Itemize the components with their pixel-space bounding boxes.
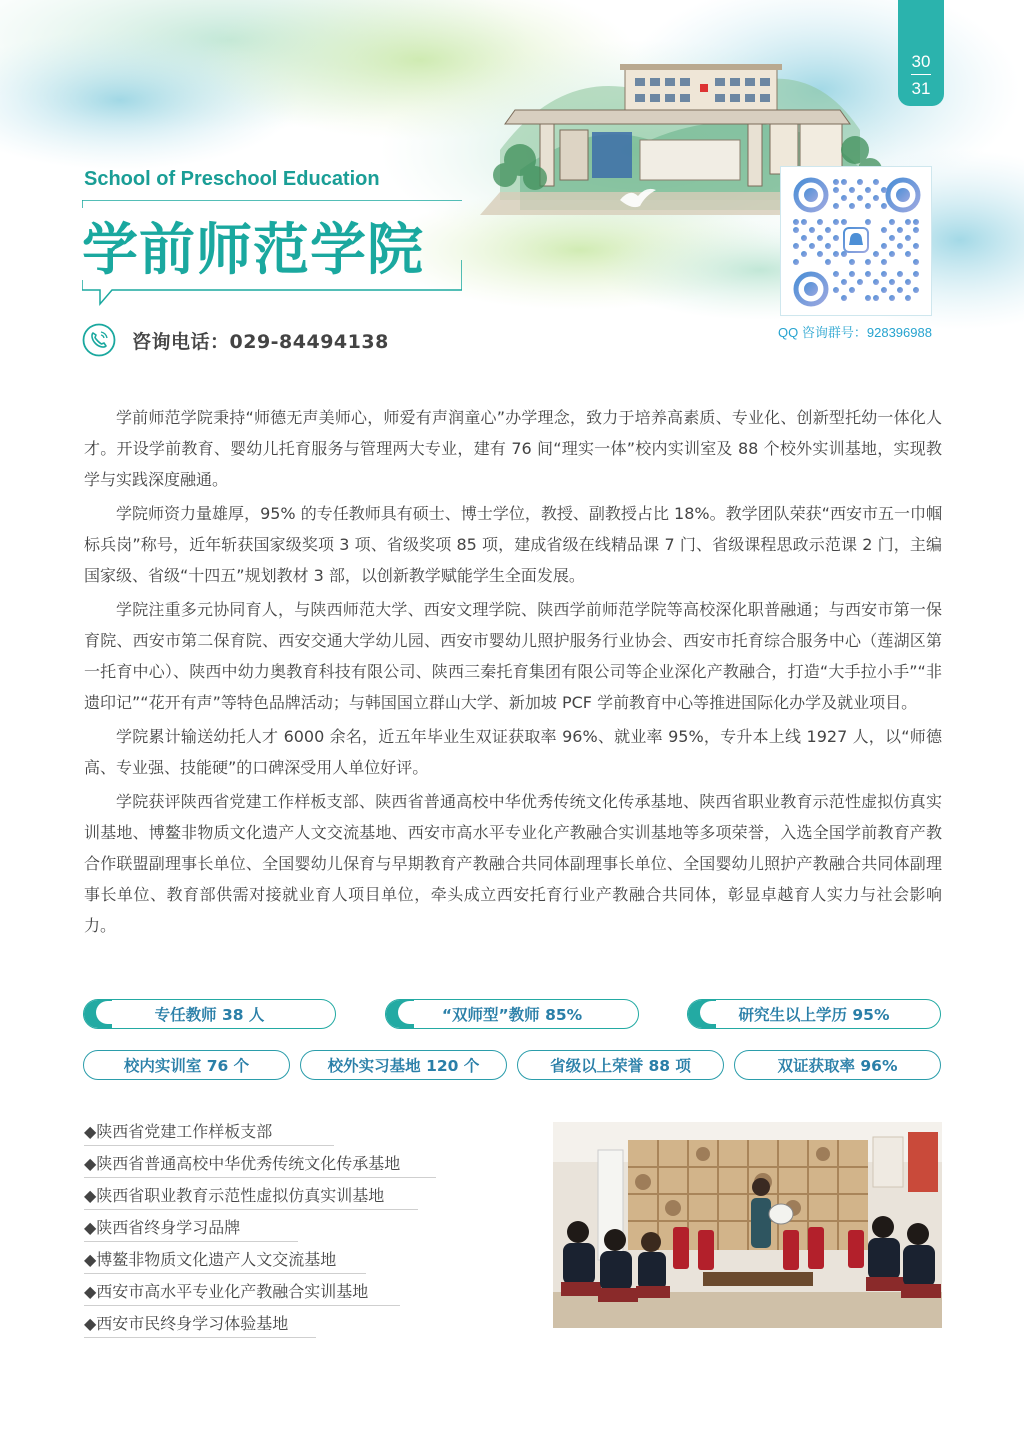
page-number-right: 31 <box>911 79 931 98</box>
stat-label: 校内实训室 76 个 <box>123 1057 250 1075</box>
qq-group-qr-code[interactable] <box>780 166 932 316</box>
stat-badge <box>300 1050 507 1080</box>
stat-label: 专任教师 38 人 <box>154 1006 265 1024</box>
consult-phone <box>82 322 389 358</box>
paragraph: 学院获评陕西省党建工作样板支部、陕西省普通高校中华优秀传统文化传承基地、陕西省职业教育示范性虚拟仿真实训基地、博鳌非物质文化遗产人文交流基地、西安市高水平专业化产教融合实训基地等多项荣誉，入选全国学前教育产教合作联盟副理事长单位、全国婴幼儿保育与早期教育产教融合共同体副理事长单位、全国婴幼儿照护产教融合共同体副理事长单位、教育部供需对接就业育人项目单位，牵头成立西安托育行业产教融合共同体，彰显卓越育人实力与社会影响力。 <box>84 792 942 935</box>
stat-badge <box>385 999 639 1029</box>
qq-group-caption: QQ 咨询群号：928396988 <box>778 325 932 340</box>
paragraph: 学前师范学院秉持“师德无声美师心，师爱有声润童心”办学理念，致力于培养高素质、专业化、创新型托幼一体化人才。开设学前教育、婴幼儿托育服务与管理两大专业，建有 76 间“理实一体”校内实训室及 88 个校外实训基地，实现教学与实践深度融通。 <box>84 408 942 489</box>
paragraph: 学院注重多元协同育人，与陕西师范大学、西安文理学院、陕西学前师范学院等高校深化职普融通；与西安市第一保育院、西安市第二保育院、西安交通大学幼儿园、西安市婴幼儿照护服务行业协会、西安市托育综合服务中心（莲湖区第一托育中心）、陕西中幼力奥教育科技有限公司、陕西三秦托育集团有限公司等企业深化产教融合，打造“大手拉小手”“非遗印记”“花开有声”等特色品牌活动；与韩国国立群山大学、新加坡 PCF 学前教育中心等推进国际化办学及就业项目。 <box>84 600 942 712</box>
music-classroom-image <box>553 1122 942 1328</box>
english-title: School of Preschool Education <box>84 168 380 190</box>
stat-badge <box>83 999 336 1029</box>
honor-item: ◆博鳌非物质文化遗产人文交流基地 <box>84 1247 366 1274</box>
stat-badge <box>83 1050 290 1080</box>
qr-code-icon <box>781 167 931 315</box>
honor-item: ◆陕西省党建工作样板支部 <box>84 1119 334 1146</box>
paragraph: 学院师资力量雄厚，95% 的专任教师具有硕士、博士学位，教授、副教授占比 18%。教学团队荣获“西安市五一巾帼标兵岗”称号，近年斩获国家级奖项 3 项、省级奖项 85 项，建成省级在线精品课 7 门、省级课程思政示范课 2 门，主编国家级、省级“十四五”规划教材 3 部，以创新教学赋能学生全面发展。 <box>84 504 942 585</box>
honor-item: ◆西安市民终身学习体验基地 <box>84 1311 316 1338</box>
stat-label: 校外实习基地 120 个 <box>327 1057 480 1075</box>
stat-label: 省级以上荣誉 88 项 <box>550 1057 691 1075</box>
phone-label: 咨询电话：029-84494138 <box>132 330 389 353</box>
honor-item: ◆陕西省终身学习品牌 <box>84 1215 298 1242</box>
chinese-title: 学前师范学院 <box>82 218 424 283</box>
classroom-photo <box>553 1122 942 1328</box>
stat-badge <box>687 999 941 1029</box>
honors-list <box>84 1119 444 1343</box>
stat-label: 研究生以上学历 95% <box>738 1006 890 1024</box>
stat-badge <box>734 1050 941 1080</box>
honor-item: ◆西安市高水平专业化产教融合实训基地 <box>84 1279 400 1306</box>
honor-item: ◆陕西省普通高校中华优秀传统文化传承基地 <box>84 1151 436 1178</box>
stat-label: 双证获取率 96% <box>777 1057 898 1075</box>
stat-label: “双师型”教师 85% <box>441 1006 583 1024</box>
page-number-left: 30 <box>911 52 931 71</box>
honor-item: ◆陕西省职业教育示范性虚拟仿真实训基地 <box>84 1183 418 1210</box>
introduction-text <box>84 402 942 944</box>
phone-icon <box>82 323 116 357</box>
page-number-divider <box>911 74 931 75</box>
page-number-tab <box>898 0 944 106</box>
stat-badge <box>517 1050 724 1080</box>
paragraph: 学院累计输送幼托人才 6000 余名，近五年毕业生双证获取率 96%、就业率 95%，专升本上线 1927 人，以“师德高、专业强、技能硬”的口碑深受用人单位好评。 <box>84 727 942 777</box>
